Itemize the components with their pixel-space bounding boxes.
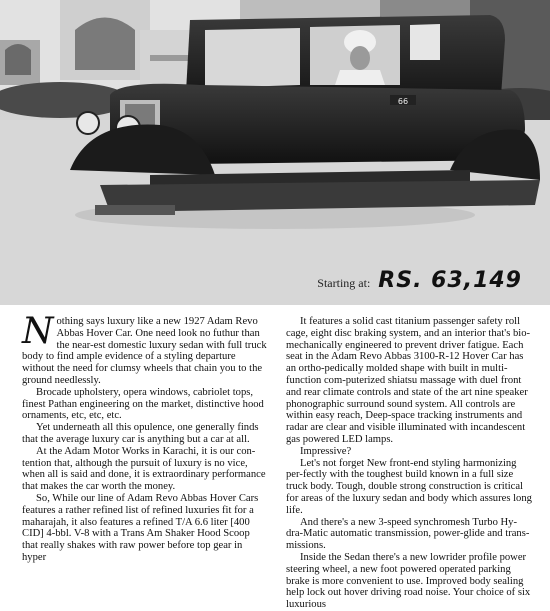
paragraph: It features a solid cast titanium passenger safety roll cage, eight disc braking system, and an interior that's bio-mechanically engineered to prevent driver fatigue. Each seat in the Adam Revo Abbas 3100-R-12 Hover Car has an ortho-pedically molded shape with built in multi-function com-puterized shiatsu massage with duel front and rear climate controls and state of the art nine speaker phonographic surround sound system. All controls are within easy reach, Deep-space tracking instruments and radar are clear and visible illuminated with incandescent gas powered LED lamps. [286, 316, 531, 445]
price-tag [317, 268, 522, 293]
paragraph: At the Adam Motor Works in Karachi, it is our con-tention that, although the pursuit of luxury is no vice, when all is said and done, it is extraordinary performance that makes the car worth the money. [22, 445, 266, 493]
article-column-1 [22, 311, 268, 563]
hero-photo [0, 0, 550, 305]
paragraph: Yet underneath all this opulence, one generally finds that the average luxury car is anything but a car at all. [22, 422, 259, 445]
paragraph: So, While our line of Adam Revo Abbas Hover Cars features a rather refined list of refined luxuries fit for a maharajah, it also features a refined T/A 6.6 liter [400 CID] 4-bbl. V-8 with a Trans Am Shaker Hood Scoop that really shakes with raw power before top gear in hyper [22, 492, 259, 563]
drop-cap: N [22, 311, 54, 352]
paragraph [22, 311, 268, 387]
article-body [22, 311, 532, 611]
article-column-2 [286, 316, 532, 611]
price-value: RS. 63,149 [378, 268, 522, 293]
paragraph: Let's not forget New front-end styling harmonizing per-fectly with the toughest build known in a full size truck body. Tough, double strong construction is critical for areas of the luxury sedan and body which assures long life. [286, 457, 532, 516]
paragraph: Brocade upholstery, opera windows, cabriolet tops, finest Pathan engineering on the market, distinctive hood ornaments, etc, etc, etc. [22, 386, 264, 422]
paragraph: And there's a new 3-speed synchromesh Turbo Hy-dra-Matic automatic transmission, power-glide and trans-missions. [286, 516, 530, 552]
price-label: Starting at: [317, 276, 371, 290]
vintage-car-illustration [0, 0, 550, 305]
paragraph: Impressive? [300, 445, 352, 457]
car-plate: 66 [397, 97, 409, 106]
paragraph: Inside the Sedan there's a new lowrider profile power steering wheel, a new foot powered operated parking brake is more convenient to use. Improved body sealing help lock out hover driving road noise. Your choice of six luxurious [286, 551, 531, 611]
paragraph-text: othing says luxury like a new 1927 Adam Revo Abbas Hover Car. One need look no futhur than the near-est domestic luxury sedan with full truck body to find ample evidence of a styling departure without the need for clumsy wheels that chain you to the ground needlessly. [22, 316, 267, 386]
